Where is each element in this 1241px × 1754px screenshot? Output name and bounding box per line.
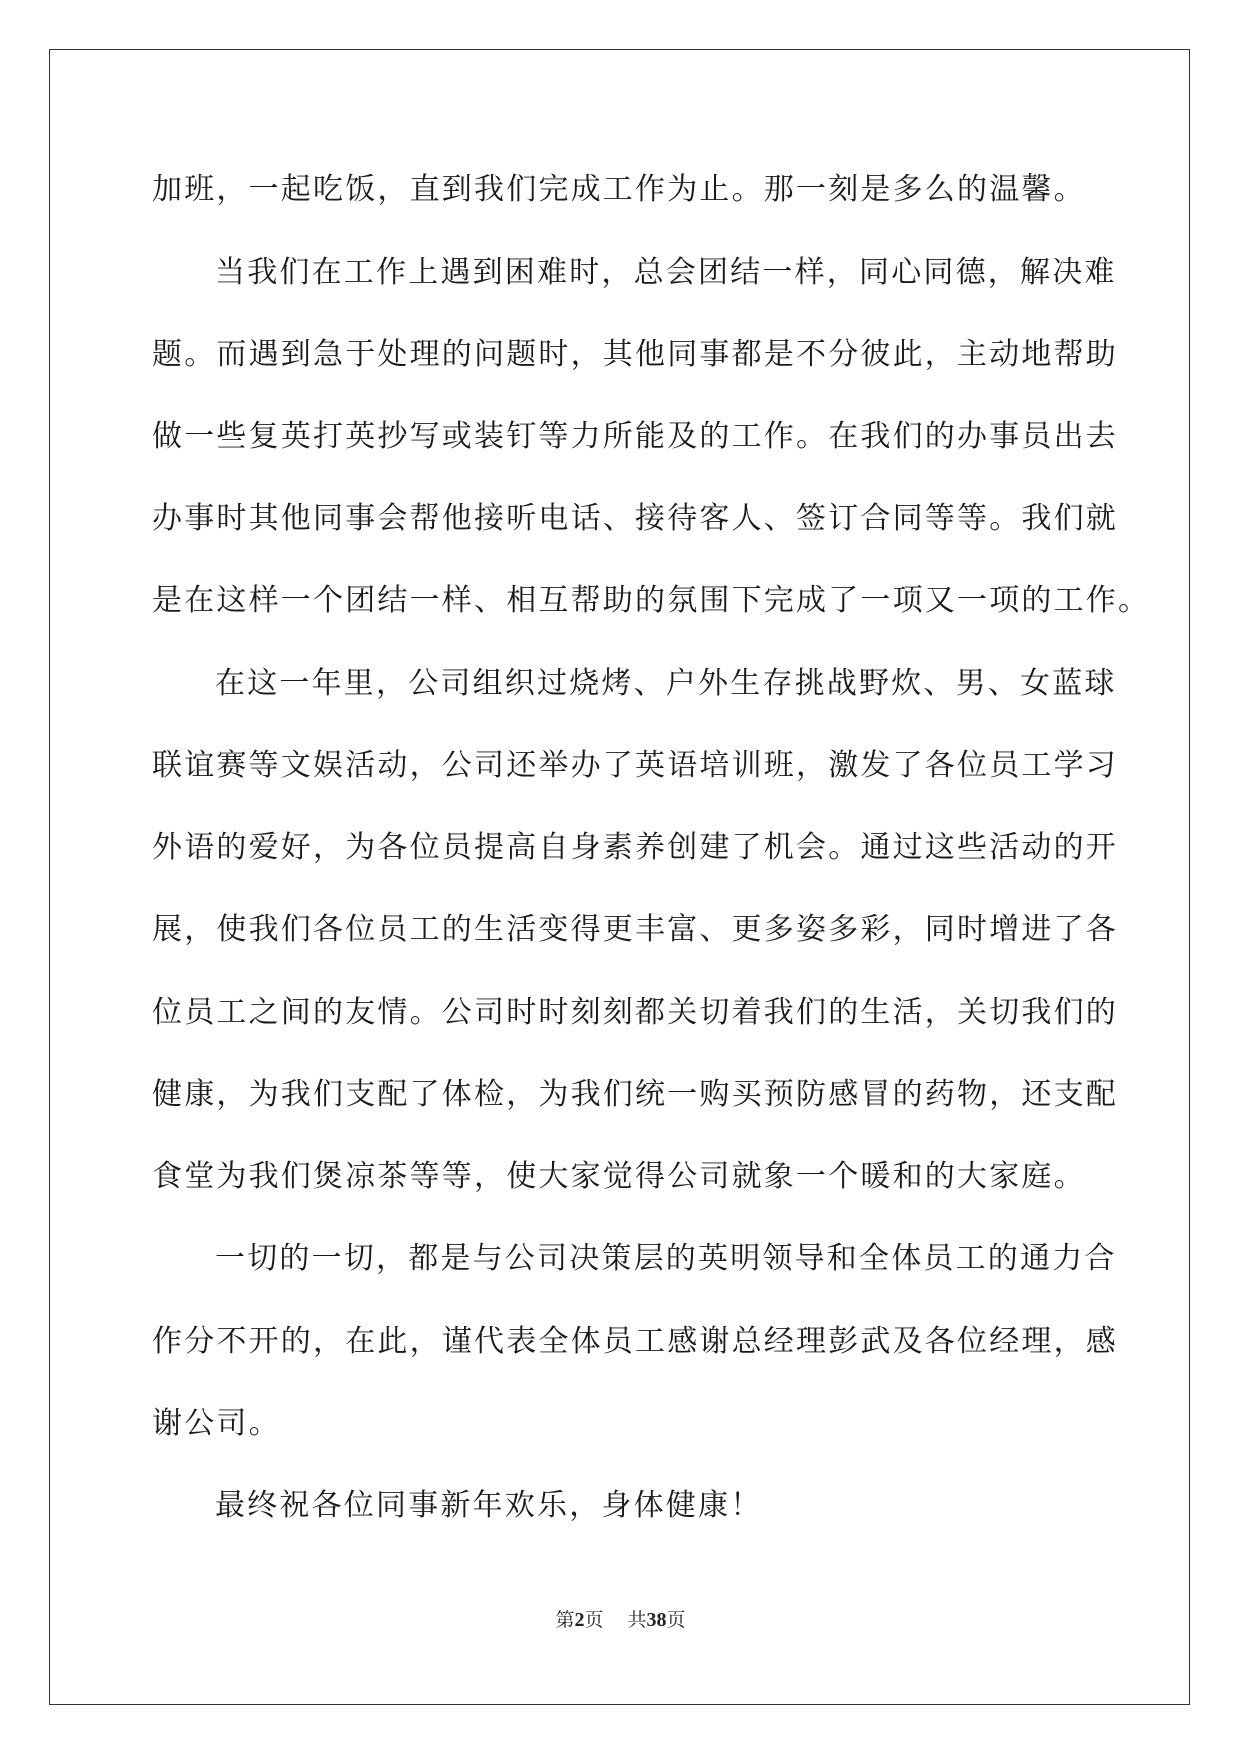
page-number: 2: [574, 1609, 585, 1631]
total-suffix: 页: [666, 1610, 686, 1631]
paragraph-line: 加班，一起吃饭，直到我们完成工作为止。那一刻是多么的温馨。: [152, 172, 1086, 207]
page-footer: [0, 1608, 1241, 1633]
paragraph-line: 做一些复英打英抄写或装钉等力所能及的工作。在我们的办事员出去: [152, 419, 1118, 454]
paragraph-line: 题。而遇到急于处理的问题时，其他同事都是不分彼此，主动地帮助: [152, 337, 1118, 372]
page-suffix: 页: [584, 1610, 604, 1631]
paragraph-line: 食堂为我们煲凉茶等等，使大家觉得公司就象一个暖和的大家庭。: [152, 1159, 1086, 1194]
paragraph-line: 外语的爱好，为各位员提高自身素养创建了机会。通过这些活动的开: [152, 830, 1118, 865]
paragraph-line: 作分不开的，在此，谨代表全体员工感谢总经理彭武及各位经理，感: [152, 1324, 1118, 1359]
total-pages: 38: [646, 1609, 667, 1631]
paragraph-line: 是在这样一个团结一样、相互帮助的氛围下完成了一项又一项的工作。: [152, 583, 1151, 618]
paragraph-line: 位员工之间的友情。公司时时刻刻都关切着我们的生活，关切我们的: [152, 995, 1118, 1030]
paragraph-line: 在这一年里，公司组织过烧烤、户外生存挑战野炊、男、女蓝球: [215, 666, 1117, 701]
paragraph-line: 联谊赛等文娱活动，公司还举办了英语培训班，激发了各位员工学习: [152, 748, 1118, 783]
page-border: [49, 49, 1190, 1705]
paragraph-line: 展，使我们各位员工的生活变得更丰富、更多姿多彩，同时增进了各: [152, 912, 1118, 947]
paragraph-line: 一切的一切，都是与公司决策层的英明领导和全体员工的通力合: [215, 1241, 1117, 1276]
page-prefix: 第: [555, 1610, 575, 1631]
paragraph-line: 最终祝各位同事新年欢乐，身体健康！: [215, 1488, 763, 1523]
paragraph-line: 当我们在工作上遇到困难时，总会团结一样，同心同德，解决难: [215, 255, 1117, 290]
total-prefix: 共: [627, 1610, 647, 1631]
paragraph-line: 办事时其他同事会帮他接听电话、接待客人、签订合同等等。我们就: [152, 501, 1118, 536]
paragraph-line: 健康，为我们支配了体检，为我们统一购买预防感冒的药物，还支配: [152, 1077, 1118, 1112]
paragraph-line: 谢公司。: [152, 1406, 281, 1441]
